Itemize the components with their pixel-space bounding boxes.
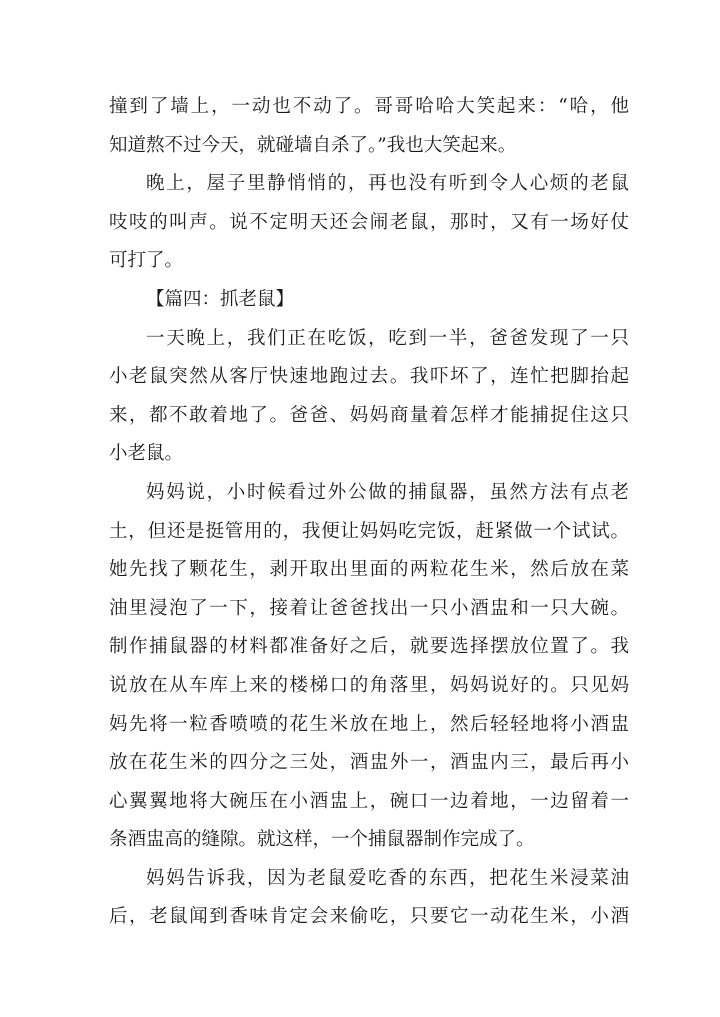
text-line: 晚上，屋子里静悄悄的，再也没有听到令人心烦的老鼠 [146,173,629,195]
text-line: 可打了。 [109,250,184,272]
text-line: 妈妈告诉我，因为老鼠爱吃香的东西，把花生米浸菜油 [146,867,629,889]
text-line: 后，老鼠闻到香味肯定会来偷吃，只要它一动花生米，小酒 [109,906,629,928]
text-line: 一天晚上，我们正在吃饭，吃到一半，爸爸发现了一只 [146,327,629,349]
text-line: 妈妈说，小时候看过外公做的捕鼠器，虽然方法有点老 [146,481,629,503]
text-line: 条酒盅高的缝隙。就这样，一个捕鼠器制作完成了。 [109,829,535,851]
text-line: 她先找了颗花生，剥开取出里面的两粒花生米，然后放在菜 [109,559,629,581]
text-line: 小老鼠。 [109,443,184,465]
text-line: 来，都不敢着地了。爸爸、妈妈商量着怎样才能捕捉住这只 [109,404,629,426]
text-line: 妈先将一粒香喷喷的花生米放在地上，然后轻轻地将小酒盅 [109,713,629,735]
text-line: 小老鼠突然从客厅快速地跑过去。我吓坏了，连忙把脚抬起 [109,366,629,388]
text-line: 放在花生米的四分之三处，酒盅外一，酒盅内三，最后再小 [109,752,629,774]
text-line: 心翼翼地将大碗压在小酒盅上，碗口一边着地，一边留着一 [109,790,629,812]
text-line: 制作捕鼠器的材料都准备好之后，就要选择摆放位置了。我 [109,636,629,658]
text-line: 油里浸泡了一下，接着让爸爸找出一只小酒盅和一只大碗。 [109,597,629,619]
text-line: 吱吱的叫声。说不定明天还会闹老鼠，那时，又有一场好仗 [109,211,629,233]
text-line: 撞到了墙上，一动也不动了。哥哥哈哈大笑起来：“哈，他 [109,96,629,117]
text-line: 说放在从车库上来的楼梯口的角落里，妈妈说好的。只见妈 [109,674,629,696]
document-body [109,88,629,937]
text-line: 【篇四：抓老鼠】 [146,288,295,310]
text-line: 知道熬不过今天，就碰墙自杀了。”我也大笑起来。 [109,134,517,156]
text-line: 土，但还是挺管用的，我便让妈妈吃完饭，赶紧做一个试试。 [109,520,629,542]
